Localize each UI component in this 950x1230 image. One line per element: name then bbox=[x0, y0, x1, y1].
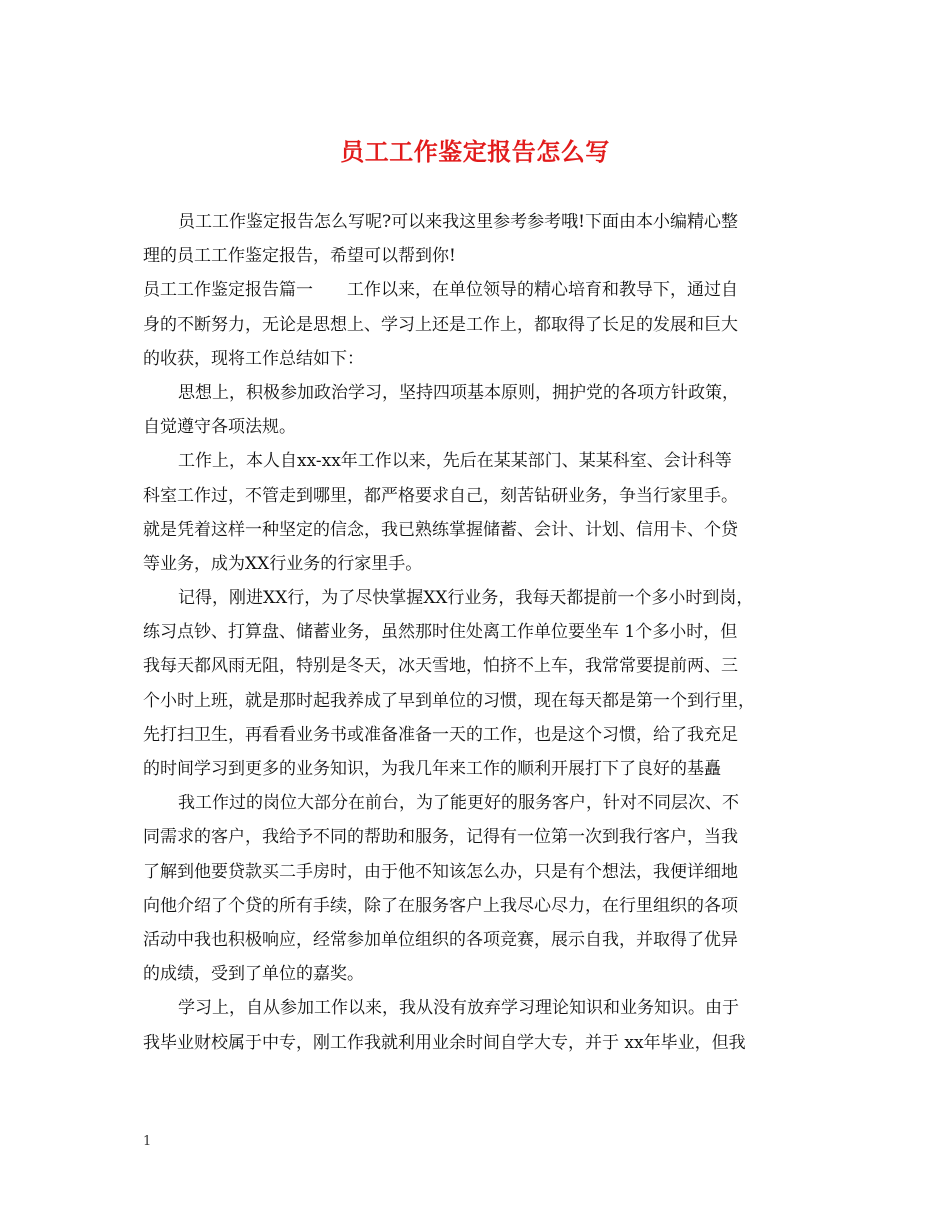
text-line: 身的不断努力，无论是思想上、学习上还是工作上，都取得了长足的发展和巨大 bbox=[143, 314, 738, 335]
document-body bbox=[143, 205, 808, 1060]
text-line: 活动中我也积极响应，经常参加单位组织的各项竞赛，展示自我，并取得了优异 bbox=[143, 929, 738, 950]
text-line: 的收获，现将工作总结如下： bbox=[143, 348, 364, 369]
text-line: 等业务，成为XX行业务的行家里手。 bbox=[143, 553, 423, 574]
text-line: 自觉遵守各项法规。 bbox=[143, 417, 296, 438]
text-line: 了解到他要贷款买二手房时，由于他不知该怎么办，只是有个想法，我便详细地 bbox=[143, 861, 738, 882]
page-number: 1 bbox=[143, 1134, 152, 1149]
text-line: 工作上，本人自xx-xx年工作以来，先后在某某部门、某某科室、会计科等 bbox=[178, 451, 732, 472]
text-line: 学习上，自从参加工作以来，我从没有放弃学习理论知识和业务知识。由于 bbox=[178, 998, 739, 1019]
document-title: 员工工作鉴定报告怎么写 bbox=[340, 137, 610, 166]
text-line: 就是凭着这样一种坚定的信念，我已熟练掌握储蓄、会计、计划、信用卡、个贷 bbox=[143, 519, 738, 540]
text-line: 个小时上班，就是那时起我养成了早到单位的习惯，现在每天都是第一个到行里， bbox=[143, 690, 755, 711]
text-line: 员工工作鉴定报告怎么写呢?可以来我这里参考参考哦!下面由本小编精心整 bbox=[178, 212, 738, 232]
text-line: 思想上，积极参加政治学习，坚持四项基本原则，拥护党的各项方针政策， bbox=[178, 382, 739, 403]
text-line: 同需求的客户，我给予不同的帮助和服务，记得有一位第一次到我行客户，当我 bbox=[143, 827, 738, 848]
text-line: 我每天都风雨无阻，特别是冬天，冰天雪地，怕挤不上车，我常常要提前两、三 bbox=[143, 656, 738, 677]
text-line: 员工工作鉴定报告篇一 工作以来，在单位领导的精心培育和教导下，通过自 bbox=[143, 280, 738, 301]
text-line: 我毕业财校属于中专，刚工作我就利用业余时间自学大专，并于 xx年毕业，但我 bbox=[143, 1032, 746, 1053]
text-line: 的时间学习到更多的业务知识，为我几年来工作的顺利开展打下了良好的基矗 bbox=[143, 759, 721, 779]
text-line: 记得，刚进XX行，为了尽快掌握XX行业务，我每天都提前一个多小时到岗， bbox=[178, 588, 754, 609]
text-line: 理的员工工作鉴定报告，希望可以帮到你! bbox=[143, 246, 456, 267]
text-line: 的成绩，受到了单位的嘉奖。 bbox=[143, 964, 364, 985]
text-line: 练习点钞、打算盘、储蓄业务，虽然那时住处离工作单位要坐车 1个多小时，但 bbox=[143, 622, 738, 643]
text-line: 科室工作过，不管走到哪里，都严格要求自己，刻苦钻研业务，争当行家里手。 bbox=[143, 485, 738, 506]
text-line: 向他介绍了个贷的所有手续，除了在服务客户上我尽心尽力，在行里组织的各项 bbox=[143, 895, 738, 916]
text-line: 我工作过的岗位大部分在前台，为了能更好的服务客户，针对不同层次、不 bbox=[178, 793, 739, 814]
text-line: 先打扫卫生，再看看业务书或准备准备一天的工作，也是这个习惯，给了我充足 bbox=[143, 724, 738, 745]
